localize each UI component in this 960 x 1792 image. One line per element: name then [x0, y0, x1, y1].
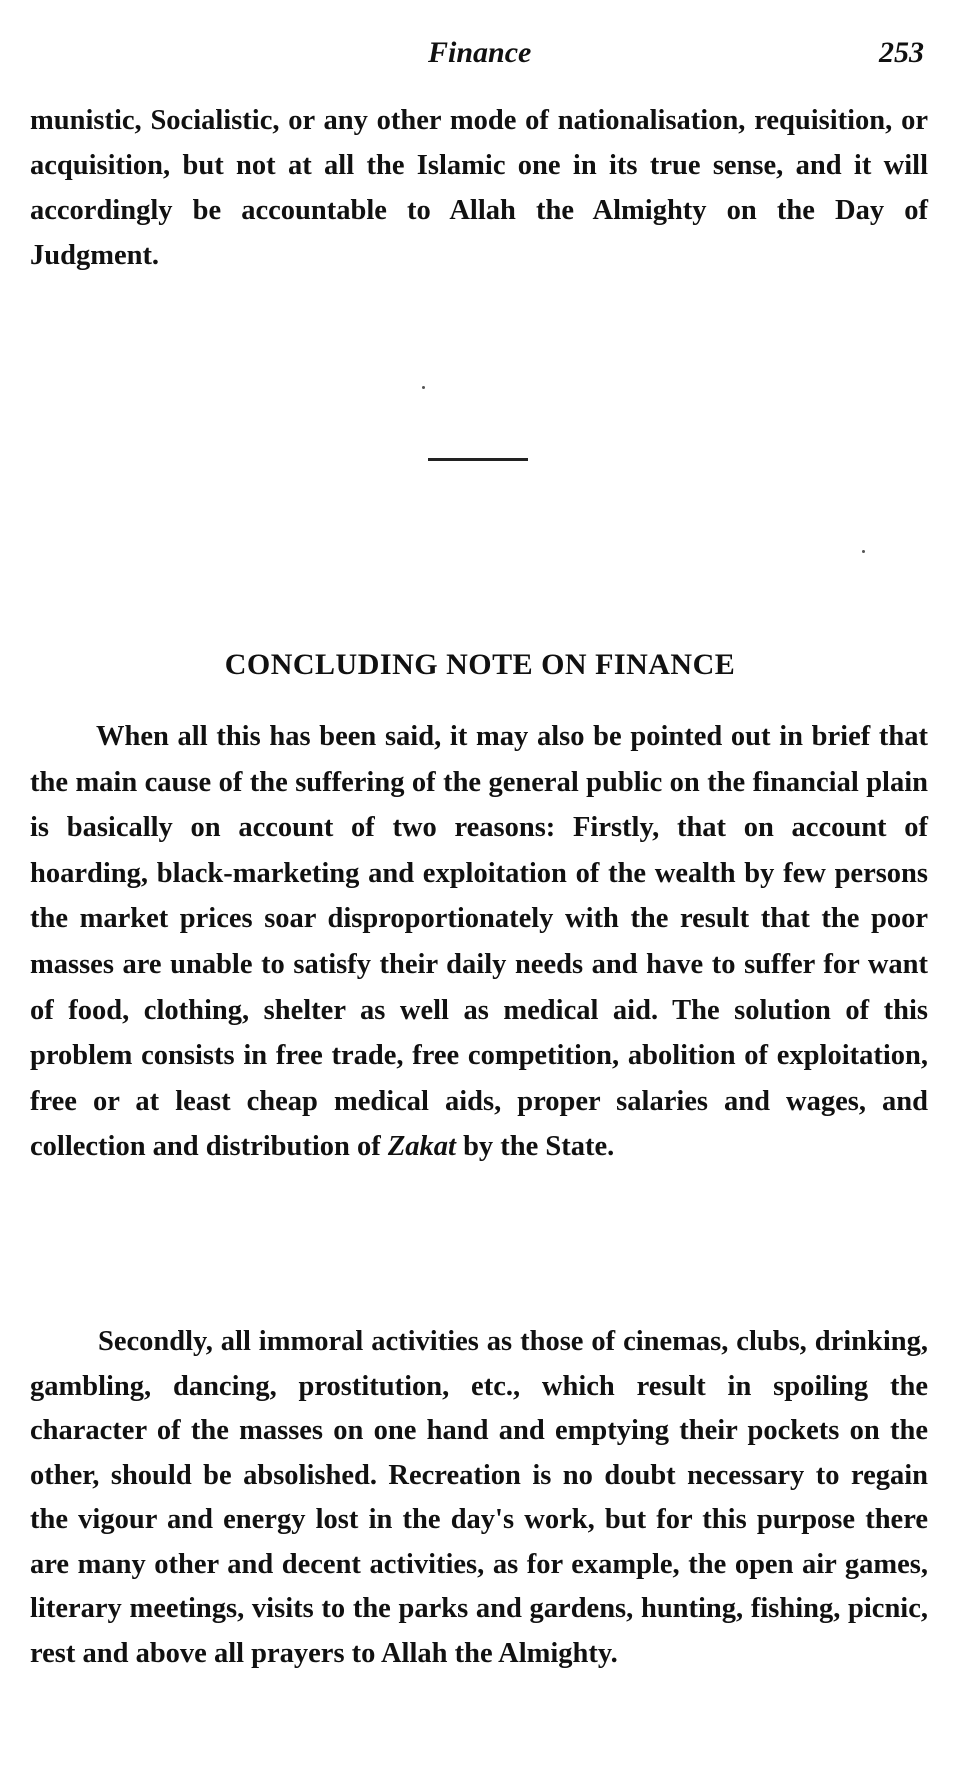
continued-paragraph: munistic, Socialistic, or any other mode of nationalisation, requisition, or acquisition, but not at all the Islamic one in its true sense, and it will accordingly be accountable to Allah the Almighty on the Day of Judgment.: [30, 105, 928, 271]
print-speck: [862, 550, 865, 553]
zakat-term: Zakat: [387, 1131, 456, 1163]
paragraph-1-text: When all this has been said, it may also be pointed out in brief that the main cause of the suffering of the general public on the financial plain is basically on account of two reasons: Firstly, that on account of hoarding, black-marketing and exploitation of the wealth by few persons the market prices soar disproportionately with the result that the poor masses are unable to satisfy their daily needs and have to suffer for want of food, clothing, shelter as well as medical aid. The solution of this problem consists in free trade, free competition, abolition of exploitation, free or at least cheap medical aids, proper salaries and wages, and collection and distribution of: [30, 721, 928, 1163]
running-header: [0, 36, 960, 76]
section-divider: [428, 458, 528, 461]
running-title: Finance: [428, 36, 532, 69]
print-speck: [422, 386, 425, 389]
section-heading: CONCLUDING NOTE ON FINANCE: [224, 648, 736, 681]
body-paragraph-1: [30, 714, 928, 1170]
page-number: 253: [879, 36, 924, 69]
paragraph-1-ending: by the State.: [455, 1131, 615, 1163]
body-paragraph-2: Secondly, all immoral activities as those of cinemas, clubs, drinking, gambling, dancing, prostitution, etc., which result in spoiling the character of the masses on one hand and emptying their pockets on the other, should be absolished. Recreation is no doubt necessary to regain the vigour and energy lost in the day's work, but for this purpose there are many other and decent activities, as for example, the open air games, literary meetings, visits to the parks and gardens, hunting, fishing, picnic, rest and above all prayers to Allah the Almighty.: [30, 1326, 928, 1669]
